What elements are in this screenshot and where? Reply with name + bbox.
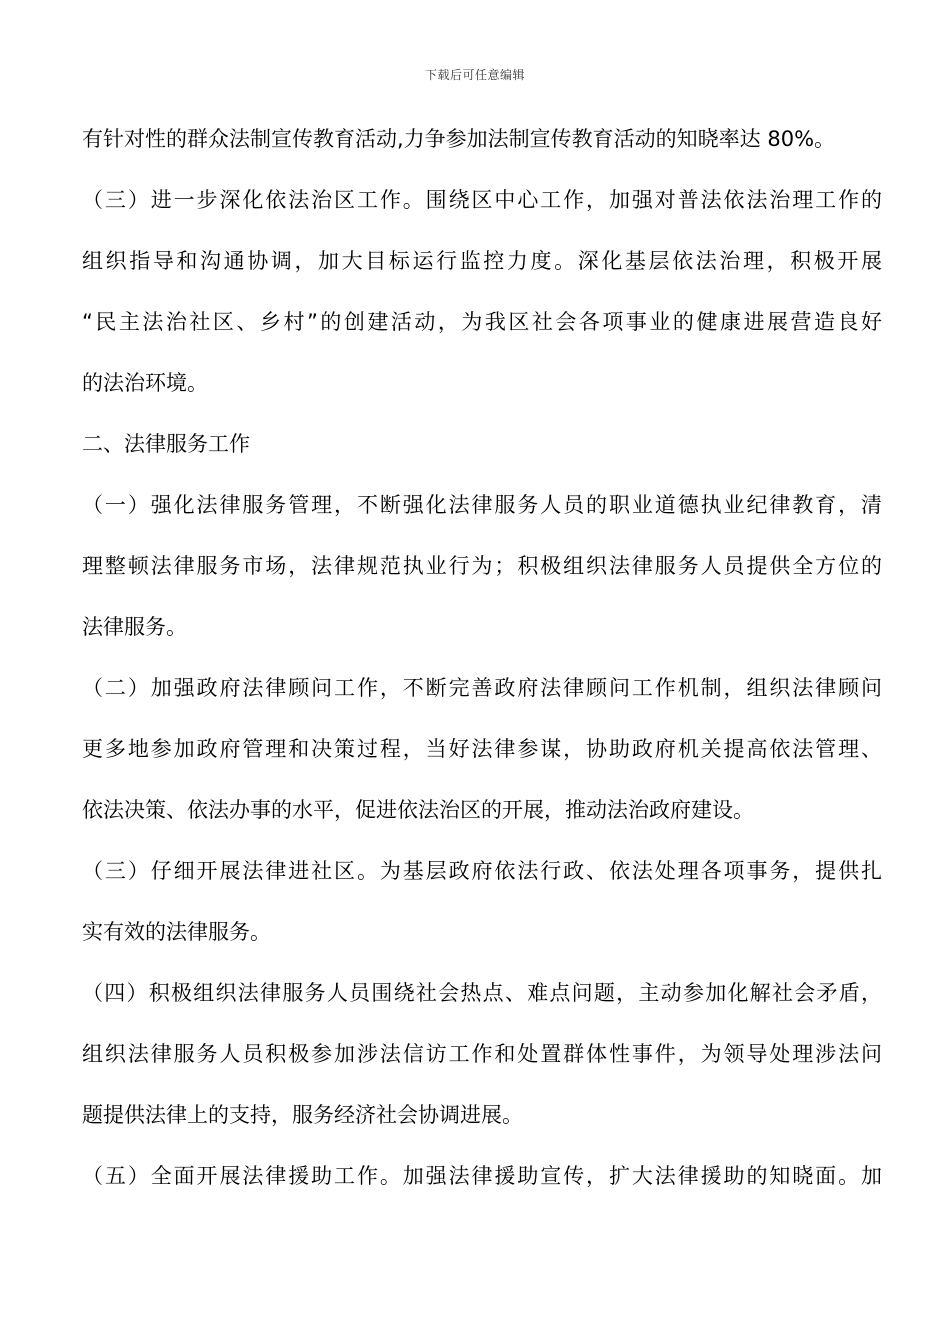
text-line: 的法治环境。	[82, 371, 208, 395]
text-line: （三）仔细开展法律进社区。为基层政府依法行政、依法处理各项事务，提供扎	[82, 859, 882, 883]
text-line: 实有效的法律服务。	[82, 920, 271, 944]
text-line: 组织指导和沟通协调，加大目标运行监控力度。深化基层依法治理，积极开展	[82, 249, 882, 273]
text-line: （二）加强政府法律顾问工作，不断完善政府法律顾问工作机制，组织法律顾问	[82, 676, 882, 700]
page-header-note: 下载后可任意编辑	[424, 68, 525, 82]
text-line: （五）全面开展法律援助工作。加强法律援助宣传，扩大法律援助的知晓面。加	[82, 1164, 882, 1188]
text-line: （三）进一步深化依法治区工作。围绕区中心工作，加强对普法依法治理工作的	[82, 188, 882, 212]
section-heading: 二、法律服务工作	[82, 432, 250, 456]
text-line: （四）积极组织法律服务人员围绕社会热点、难点问题，主动参加化解社会矛盾，	[82, 981, 882, 1005]
text-line: （一）强化法律服务管理，不断强化法律服务人员的职业道德执业纪律教育，清	[82, 493, 882, 517]
text-line: 题提供法律上的支持，服务经济社会协调进展。	[82, 1103, 523, 1127]
text-line: 依法决策、依法办事的水平，促进依法治区的开展，推动法治政府建设。	[82, 798, 754, 822]
text-line: 更多地参加政府管理和决策过程，当好法律参谋，协助政府机关提高依法管理、	[82, 737, 882, 761]
text-line: 组织法律服务人员积极参加涉法信访工作和处置群体性事件，为领导处理涉法问	[82, 1042, 882, 1066]
document-body	[82, 119, 882, 1217]
text-line: 有针对性的群众法制宣传教育活动,力争参加法制宣传教育活动的知晓率达 80%。	[82, 127, 836, 151]
text-line: 理整顿法律服务市场，法律规范执业行为；积极组织法律服务人员提供全方位的	[82, 554, 882, 578]
text-line: “民主法治社区、乡村”的创建活动，为我区社会各项事业的健康进展营造良好	[82, 310, 882, 334]
text-line: 法律服务。	[82, 615, 187, 639]
